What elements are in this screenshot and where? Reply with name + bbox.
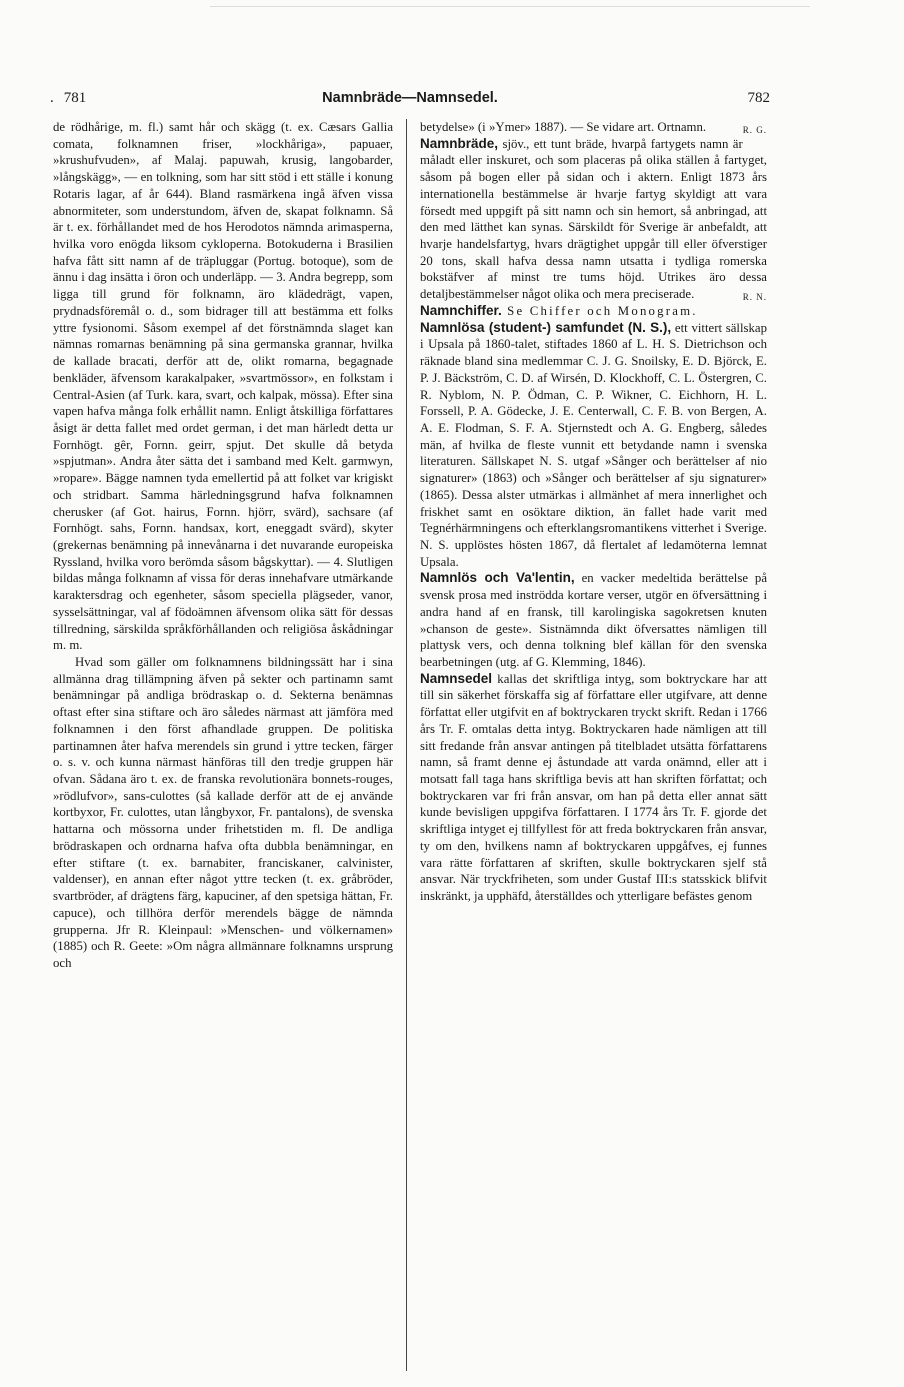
entry-text: Se Chiffer och Monogram. <box>501 303 698 318</box>
entry-text: sjöv., ett tunt bräde, hvarpå fartygets namn är måladt eller inskuret, och som placeras på olika ställen å fartyget, såsom på bogen eller på sidan och i aktern. Enligt 1873 års internationella bestämmelse är hvarje fartyg skyldigt att vara försedt med uppgift på sitt namn och sin hemort, så anbringad, att den med lätthet kan synas. Särskildt för Sverige är anbefaldt, att hvarje handelsfartyg, hvars drägtighet uppgår till eller öfverstiger 20 tons, skall hafva dessa namn utsatta i tydliga romerska bokstäfver af minst tre tums höjd. Utrikes äro dessa detaljbestämmelser något olika och mera preciserade. <box>420 136 767 302</box>
left-column <box>53 119 393 972</box>
top-edge-rule <box>210 6 810 7</box>
page-header <box>50 90 770 112</box>
headword: Namnbräde, <box>420 135 499 151</box>
entry-namnlosa-samfundet <box>420 320 767 571</box>
signature: R. N. <box>742 292 767 303</box>
column-divider <box>406 119 407 1371</box>
headword: Namnlös och Va'lentin, <box>420 570 575 586</box>
entry-namnbrade <box>420 136 767 303</box>
headword: Namnlösa (student-) samfundet (N. S.), <box>420 319 672 335</box>
entry-text: ett vittert sällskap i Upsala på 1860-talet, stiftades 1860 af L. H. S. Dietrichson och räknade bland sina medlemmar C. J. G. Snoilsky, E. D. Björck, E. P. J. Bäckström, C. D. af Wirsén, D. Klockhoff, C. L. Östergren, C. R. Nyblom, N. P. Ödman, C. P. Wikner, C. Eichhorn, H. L. Forssell, P. A. Gödecke, J. E. Centerwall, C. F. B. von Bergen, A. A. E. Flodman, S. F. A. Stjernstedt och A. G. Engberg, således män, af hvilka de fleste vunnit ett betydande namn i svenska literaturen. Sällskapet N. S. utgaf »Sånger och berättelser af nio signaturer» (1863) och »Sånger och berättelser af sju signaturer» (1865). Dessa alster utmärkas i allmänhet af mera innerlighet och friskhet samt en osöktare diktion, än fallet hade varit med Tegnérhärmningens och efterklangsromantikens vitterhet i Sverige. N. S. upplöstes hösten 1867, då flertalet af ledamöterna lemnat Upsala. <box>420 320 767 569</box>
entry-namnlos-och-valentin <box>420 570 767 670</box>
entry-namnsedel <box>420 671 767 905</box>
headword: Namnsedel <box>420 670 493 686</box>
right-column <box>420 119 767 905</box>
headword: Namnchiffer. <box>420 302 502 318</box>
running-title: Namnbräde—Namnsedel. <box>322 90 498 106</box>
left-paragraph-2: Hvad som gäller om folknamnens bildningssätt har i sina allmänna drag tillämpning äfven på sekter och partinamn samt benämningar på andliga brödraskap o. d. Sekterna benämnas oftast efter sina stiftare och äro således närmast att jämföra med folknamnen i den först afhandlade gruppen. De politiska partinamnen åter hafva merendels sin grund i yttre tecken, färger o. s. v. och kunna närmast hänföras till den tredje gruppen här ofvan. Sådana äro t. ex. de franska revolutionära bonnets-rouges, »rödlufvor», sans-culottes (så kallade derför att de ej använde kortbyxor, Fr. culottes, utan långbyxor, Fr. pantalons), de svenska hattarna och mössorna under frihetstiden m. fl. De andliga brödraskapen och ordnarna hafva ofta dubbla benämningar, en efter stiftare (t. ex. barnabiter, franciskaner, calvinister, valdenser), en annan efter något yttre tecken (t. ex. gråbröder, svartbröder, af drägtens färg, kapuciner, af den spetsiga hättan, Fr. capuce), och tillhöra derför merendels bägge de nämnda grupperna. Jfr R. Kleinpaul: »Menschen- und völkernamen» (1885) och R. Geete: »Om några allmännare folknamns ursprung och <box>53 655 393 970</box>
page-number-right: 782 <box>747 90 770 106</box>
continuation-body: betydelse» (i »Ymer» 1887). — Se vidare art. Ortnamn. <box>420 120 707 134</box>
entry-text: en vacker medeltida berättelse på svensk prosa med inströdda kortare verser, utgör en öfversättning i andra hand af en fransk, till karolingiska sagokretsen knuten »chanson de geste». Sistnämnda dikt öfversattes nämligen till plattysk vers, och denna tolkning blef källan för den svenska bearbetningen (utg. af G. Klemming, 1846). <box>420 571 768 669</box>
entry-text: kallas det skriftliga intyg, som boktryckare har att till sin säkerhet förskaffa sig af författare eller utgifvare, att denne författat eller utgifvit en af boktryckaren tryckt skrift. Redan i 1766 års Tr. F. omtalas detta intyg. Boktryckaren hade nämligen att till sitt fredande från ansvar antingen på titelbladet utsätta författarens namn, så framt denne ej åstundade att varda onämnd, eller att i motsatt fall taga hans skriftliga bevis att han skriften författat; och boktryckaren var fri från ansvar, om han på detta eller annat sätt kunde bevisligen uppgifva författaren. I 1774 års Tr. F. gjorde det skriftliga intyget ej tillfyllest för att freda boktryckaren från ansvar, ty om den, hvilkens namn af boktryckaren uppgåfves, ej funnes vara rätte författaren af skriften, skulle boktryckaren sjelf stå ansvar. När tryckfriheten, som under Gustaf III:s statsskick blifvit inskränkt, ja upphäfd, återställdes och ytterligare befästes genom <box>420 671 767 904</box>
signature: R. G. <box>742 125 767 135</box>
entry-namnchiffer <box>420 303 767 320</box>
page-number-left: . 781 <box>50 90 87 106</box>
continuation-text <box>420 119 767 136</box>
left-paragraph-1: de rödhårige, m. fl.) samt hår och skägg (t. ex. Cæsars Gallia comata, folknamnen friser, »lockhåriga», papuaer, »krushufvuden», af Malaj. papuwah, krusig, langobarder, »långskägg», — en tolkning, som har sitt stöd i ett ställe i konung Rotaris lagar, af år 644). Bland rasmärkena ingå äfven vissa abnormiteter, som understundom, äfven de, skapat folknamn. Så är t. ex. förhållandet med de hos Herodotos nämnda arimasperna, hvilka voro enögda liksom cykloperna. Botokuderna i Brasilien hafva fått sitt namn af de träpluggar (Portug. botoque), som de ännu i dag insätta i öron och underläpp. — 3. Andra begrepp, som ligga till grund för folknamn, äro klädedrägt, vapen, prydnadsföremål o. d., som bidrager till att bestämma ett folks yttre fysionomi. Såsom exempel af det förstnämnda slaget kan nämnas romarnas benämning på sina germanska grannar, hvilka de kallade bracati, derför att de, olikt romarna, begagnade benkläder, äfvensom karakalpaker, »svartmössor», en folkstam i Central-Asien (af Turk. kara, svart, och kalpak, mössa). Efter sina vapen hafva många folk erhållit namn. Enligt åtskilliga författares åsigt är detta fallet med ordet german, i det man härledt detta ur Fornhögt. gêr, Fornn. geirr, spjut. Det skulle då betyda »spjutman». Andra åter sätta det i samband med Kelt. garmwyn, »ropare». Bägge namnen tyda emellertid på att folket var krigiskt och stridbart. Samma härledningsgrund hafva folknamnen cherusker (af Got. hairus, Fornn. hjörr, svärd), sachsare (af Fornhögt. sahs, Fornn. handsax, kort, eneggadt svärd), skyter (grekernas benämning på innevånarna i det nuvarande europeiska Ryssland, hvilka voro berömda såsom bågskyttar). — 4. Slutligen bildas många folknamn af vissa för deras innehafvare utmärkande karaktersdrag och egenheter, såsom speciella plägseder, vanor, sysselsättningar, val af födoämnen äfvensom olika sätt för dessas tillredning, särskilda språkförhållanden och religiösa åskådningar m. m. <box>53 120 393 653</box>
